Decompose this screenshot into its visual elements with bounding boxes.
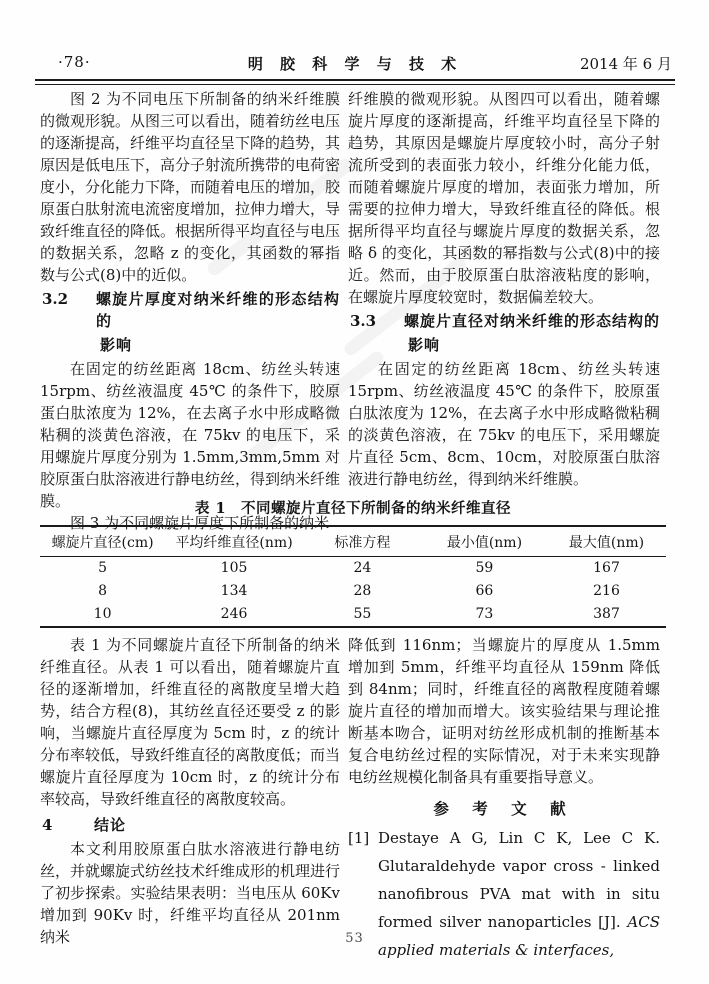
paragraph: 图 2 为不同电压下所制备的纳米纤维膜的微观形貌。从图三可以看出，随着纺丝电压的逐渐提高，纤维平均直径呈下降的趋势，其原因是低电压下，高分子射流所携带的电荷密度小，分化能力下降，而随着电压的增加，胶原蛋白肽射流电流密度增加，拉伸力增大，导致纤维直径的降低。根据所得平均直径与电压的数据关系，忽略 z 的变化，其函数的幂指数与公式(8)中的近似。	[40, 90, 341, 284]
section-title-line2: 影响	[408, 336, 441, 354]
cell: 10	[93, 606, 112, 622]
cell: 246	[220, 606, 248, 622]
cell: 55	[353, 606, 372, 622]
table-1-block	[40, 497, 666, 628]
reference-text: Destaye A G, Lin C K, Lee C K. Glutaraldehyde vapor cross - linked nanofibrous PVA mat with in situ formed silver nanoparticles [J].	[378, 829, 660, 931]
reference-journal-name: ACS applied materials & interfaces,	[378, 913, 660, 959]
cell: 167	[593, 560, 620, 576]
section-heading-3-3	[348, 310, 660, 332]
section-title-line2: 影响	[100, 336, 133, 354]
col-header: 标准方程	[334, 535, 391, 551]
col-header: 螺旋片直径(cm)	[51, 535, 154, 551]
left-column-bottom	[40, 634, 340, 948]
table-1	[40, 525, 666, 628]
col-header: 平均纤维直径(nm)	[175, 535, 293, 551]
table-row	[40, 580, 666, 603]
section-title: 结论	[94, 816, 127, 834]
cell: 66	[475, 583, 494, 599]
table-row	[40, 557, 666, 581]
paragraph: 表 1 为不同螺旋片直径下所制备的纳米纤维直径。从表 1 可以看出，随着螺旋片直径的逐渐增加，纤维直径的离散度呈增大趋势，结合方程(8)，其纺丝直径还要受 z 的影响，当螺旋片直径厚度为 5cm 时，z 的统计分布率较低，导致纤维直径的离散度低；而当螺旋片直径厚度为 10cm 时，z 的统计分布率较高，导致纤维直径的离散度较高。	[40, 636, 341, 808]
cell: 28	[353, 583, 372, 599]
paragraph: 纤维膜的微观形貌。从图四可以看出，随着螺旋片厚度的逐渐提高，纤维平均直径呈下降的趋势，其原因是螺旋片厚度较小时，高分子射流所受到的表面张力较小，纤维分化能力低，而随着螺旋片厚度的增加，表面张力增加，所需要的拉伸力增大，导致纤维直径的降低。根据所得平均直径与螺旋片厚度的数据关系，忽略 δ 的变化，其函数的幂指数与公式(8)中的接近。然而，由于胶原蛋白肽溶液粘度的影响，在螺旋片厚度较宽时，数据偏差较大。	[348, 90, 660, 306]
cell: 134	[220, 583, 248, 599]
section-title-line1: 螺旋片厚度对纳米纤维的形态结构的	[96, 290, 340, 330]
paragraph: 本文利用胶原蛋白肽水溶液进行静电纺丝，并就螺旋式纺丝技术纤维成形的机理进行了初步探索。实验结果表明：当电压从 60Kv 增加到 90Kv 时，纤维平均直径从 201nm 纳米	[40, 840, 341, 946]
paragraph: 降低到 116nm；当螺旋片的厚度从 1.5mm 增加到 5mm，纤维平均直径从 159nm 降低到 84nm；同时，纤维直径的离散程度随着螺旋片直径的增加而增大。该实验结果与理论推断基本吻合，证明对纺丝形成机制的推断基本复合电纺丝过程的实际情况，对于未来实现静电纺丝规模化制备具有重要指导意义。	[348, 636, 660, 786]
col-header: 最小值(nm)	[446, 535, 523, 551]
table-header-row	[40, 526, 666, 557]
section-number: 4	[42, 816, 54, 834]
section-heading-4	[40, 814, 340, 836]
reference-marker: [1]	[348, 829, 370, 847]
left-column-top	[40, 88, 340, 534]
paragraph: 在固定的纺丝距离 18cm、纺丝头转速 15rpm、纺丝液温度 45℃ 的条件下，胶原蛋白肽浓度为 12%，在去离子水中形成略微粘稠的淡黄色溶液，在 75kv 的电压下，采用螺旋片直径 5cm、8cm、10cm，对胶原蛋白肽溶液进行静电纺丝，得到纳米纤维膜。	[348, 360, 660, 488]
cell: 8	[98, 583, 108, 599]
journal-title: 明 胶 科 学 与 技 术	[247, 55, 463, 73]
header-page-number: ·78·	[58, 53, 91, 71]
col-header: 最大值(nm)	[568, 535, 645, 551]
page-number-footer: 53	[345, 931, 364, 946]
cell: 59	[475, 560, 494, 576]
section-number: 3.3	[350, 312, 377, 330]
right-column-bottom	[348, 634, 660, 964]
running-header	[36, 53, 674, 75]
cell: 24	[353, 560, 372, 576]
references-heading: 参 考 文 献	[433, 799, 575, 818]
section-number: 3.2	[42, 290, 69, 308]
cell: 5	[98, 560, 108, 576]
paragraph: 图 3 为不同螺旋片厚度下所制备的纳米	[70, 514, 330, 532]
cell: 73	[475, 606, 494, 622]
issue-date: 2014 年 6 月	[579, 55, 672, 73]
table-caption: 表 1 不同螺旋片直径下所制备的纳米纤维直径	[194, 500, 512, 517]
table-row	[40, 603, 666, 627]
paragraph: 在固定的纺丝距离 18cm、纺丝头转速 15rpm、纺丝液温度 45℃ 的条件下，胶原蛋白肽浓度为 12%，在去离子水中形成略微粘稠的淡黄色溶液，在 75kv 的电压下，采用螺旋片厚度分别为 1.5mm,3mm,5mm 对胶原蛋白肽溶液进行静电纺丝，得到纳米纤维膜。	[40, 360, 341, 510]
section-heading-3-2	[40, 288, 340, 332]
cell: 387	[593, 606, 620, 622]
cell: 216	[593, 583, 620, 599]
right-column-top	[348, 88, 660, 490]
section-title-line1: 螺旋片直径对纳米纤维的形态结构的	[404, 312, 661, 330]
header-double-rule	[35, 79, 675, 85]
cell: 105	[220, 560, 248, 576]
